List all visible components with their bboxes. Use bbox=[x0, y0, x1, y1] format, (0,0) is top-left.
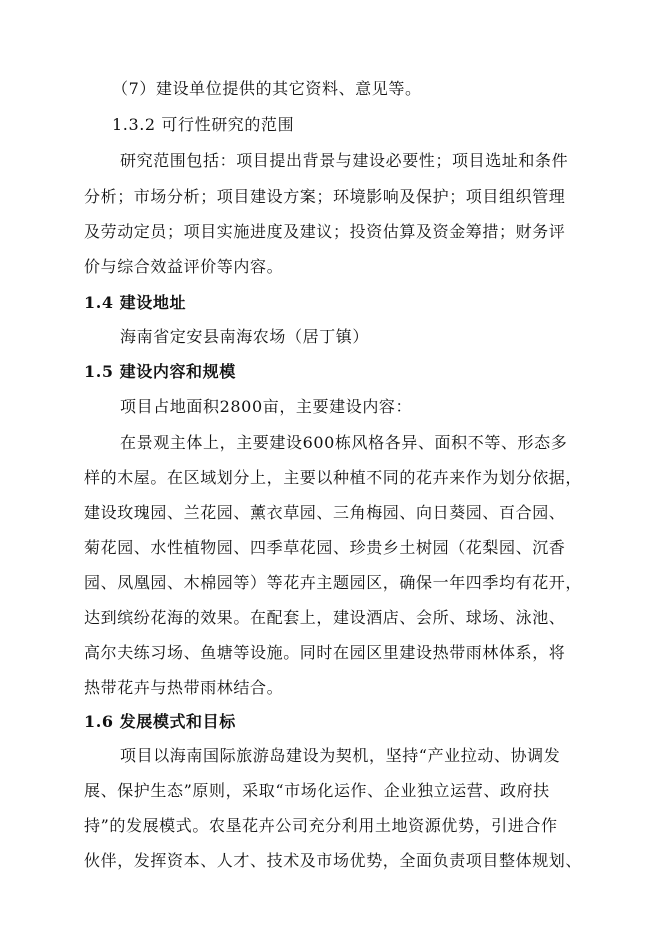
paragraph-line: 研究范围包括：项目提出背景与建设必要性；项目选址和条件 bbox=[120, 151, 569, 170]
paragraph-line: 高尔夫练习场、鱼塘等设施。同时在园区里建设热带雨林体系，将 bbox=[84, 643, 566, 662]
section-number: 1.5 bbox=[84, 362, 114, 381]
section-heading-1-6 bbox=[84, 712, 236, 732]
paragraph-line: 展、保护生态”原则，采取“市场化运作、企业独立运营、政府扶 bbox=[84, 781, 550, 800]
paragraph-line: 项目以海南国际旅游岛建设为契机，坚持“产业拉动、协调发 bbox=[120, 746, 561, 765]
section-title: 建设内容和规模 bbox=[119, 362, 236, 381]
paragraph-line: 园、凤凰园、木棉园等）等花卉主题园区，确保一年四季均有花开， bbox=[84, 573, 583, 592]
subsection-heading-1-3-2: 1.3.2 可行性研究的范围 bbox=[112, 115, 295, 134]
paragraph-line: 建设玫瑰园、兰花园、薰衣草园、三角梅园、向日葵园、百合园、 bbox=[84, 503, 566, 522]
paragraph-line: 热带花卉与热带雨林结合。 bbox=[84, 678, 284, 697]
paragraph-line: 项目占地面积2800亩，主要建设内容： bbox=[120, 397, 413, 416]
section-heading-1-4 bbox=[84, 293, 186, 313]
section-number: 1.4 bbox=[84, 293, 114, 312]
section-title: 建设地址 bbox=[119, 293, 187, 312]
paragraph-line: 样的木屋。在区域划分上，主要以种植不同的花卉来作为划分依据， bbox=[84, 468, 583, 487]
list-item-7: （7）建设单位提供的其它资料、意见等。 bbox=[112, 79, 422, 98]
section-title: 发展模式和目标 bbox=[119, 712, 236, 731]
paragraph-line: 分析；市场分析；项目建设方案；环境影响及保护；项目组织管理 bbox=[84, 187, 566, 206]
paragraph-line: 价与综合效益评价等内容。 bbox=[84, 257, 284, 276]
paragraph-line: 及劳动定员；项目实施进度及建议；投资估算及资金筹措；财务评 bbox=[84, 222, 566, 241]
section-number: 1.6 bbox=[84, 712, 114, 731]
paragraph-line: 在景观主体上，主要建设600栋风格各异、面积不等、形态多 bbox=[120, 433, 568, 452]
address-line: 海南省定安县南海农场（居丁镇） bbox=[120, 327, 370, 346]
paragraph-line: 达到缤纷花海的效果。在配套上，建设酒店、会所、球场、泳池、 bbox=[84, 608, 566, 627]
paragraph-line: 持”的发展模式。农垦花卉公司充分利用土地资源优势，引进合作 bbox=[84, 816, 558, 835]
paragraph-line: 伙伴，发挥资本、人才、技术及市场优势，全面负责项目整体规划、 bbox=[84, 851, 583, 870]
section-heading-1-5 bbox=[84, 362, 236, 382]
paragraph-line: 菊花园、水性植物园、四季草花园、珍贵乡土树园（花梨园、沉香 bbox=[84, 538, 566, 557]
